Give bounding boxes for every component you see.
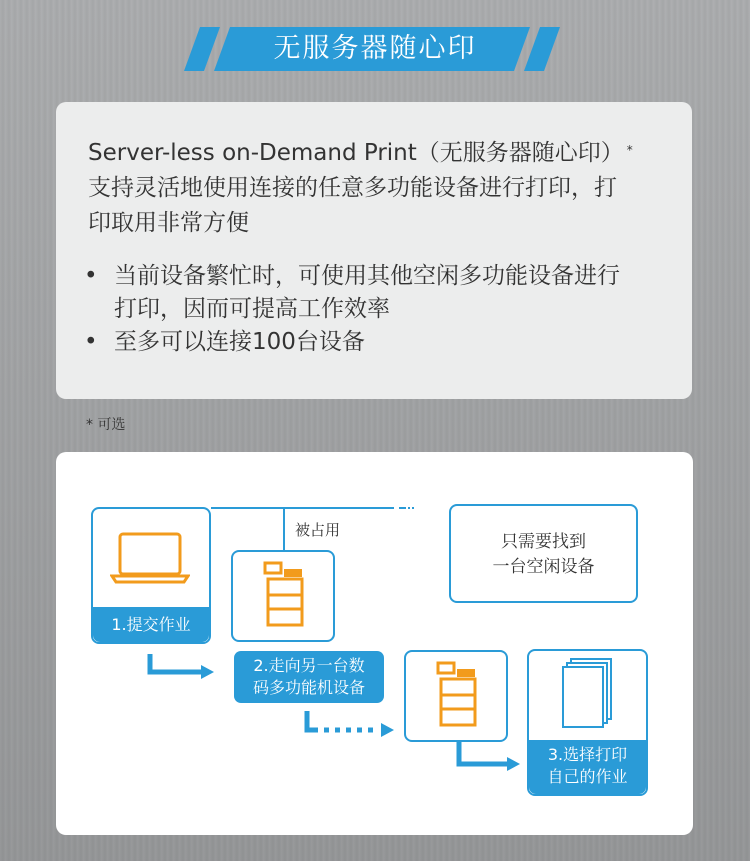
feature-item: [84, 260, 674, 326]
step-1-label: 1.提交作业: [93, 607, 209, 642]
feature-item: [84, 326, 674, 359]
laptop-icon: [110, 530, 190, 586]
bullet-dot: •: [84, 263, 98, 289]
feature-line: 打印，因而可提高工作效率: [114, 296, 390, 322]
feature-line: 至多可以连接100台设备: [114, 329, 365, 355]
arrow-right-icon: [150, 654, 214, 679]
title-banner: [0, 27, 750, 71]
note-line: 只需要找到: [501, 532, 586, 552]
idle-device-note: [449, 504, 638, 603]
intro-line-3: 印取用非常方便: [88, 210, 249, 236]
mfp-printer-icon: [262, 559, 308, 633]
step-3-label: [529, 740, 646, 794]
description-card: [56, 102, 692, 399]
arrow-right-icon: [307, 711, 394, 737]
feature-line: 当前设备繁忙时，可使用其他空闲多功能设备进行: [114, 263, 620, 289]
step-2-label: [234, 651, 384, 703]
bullet-dot: •: [84, 329, 98, 355]
page-title: 无服务器随心印: [273, 33, 477, 64]
mfp-printer-icon: [435, 659, 481, 733]
arrow-right-icon: [459, 742, 520, 771]
step-2-line: 2.走向另一台数: [253, 656, 365, 675]
intro-line-2: 支持灵活地使用连接的任意多功能设备进行打印，打: [88, 175, 617, 201]
step-3-line: 3.选择打印: [547, 745, 628, 764]
intro-line-1: Server-less on-Demand Print（无服务器随心印）: [88, 140, 624, 166]
intro-text: [88, 136, 668, 241]
step-2-line: 码多功能机设备: [252, 678, 365, 697]
optional-marker: *: [626, 143, 633, 157]
documents-icon: [559, 657, 619, 731]
step-3-line: 自己的作业: [547, 767, 628, 786]
busy-label: 被占用: [295, 521, 341, 539]
feature-list: [84, 260, 674, 359]
note-line: 一台空闲设备: [492, 557, 595, 577]
footnote: * 可选: [86, 417, 126, 433]
workflow-diagram-card: [56, 452, 693, 835]
